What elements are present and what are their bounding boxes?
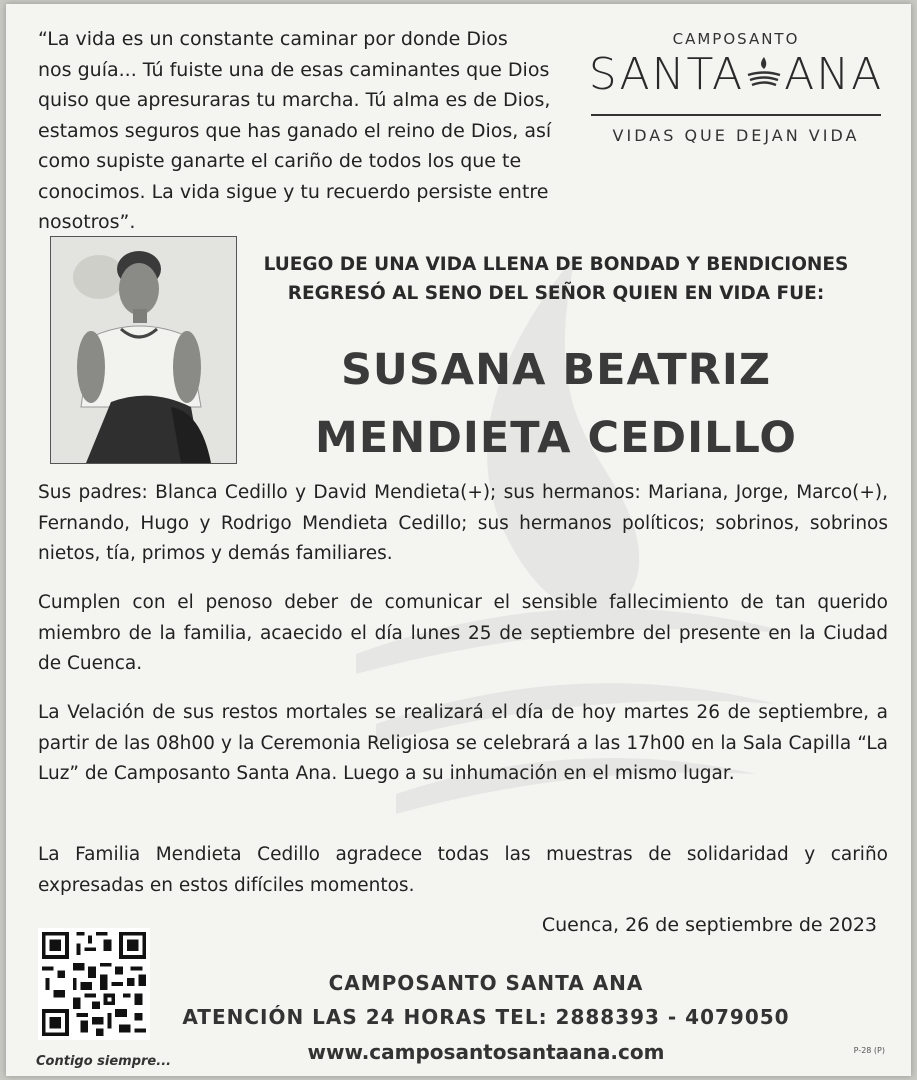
qr-code[interactable] — [38, 928, 150, 1040]
logo-divider — [591, 114, 881, 116]
footer-phone: ATENCIÓN LAS 24 HORAS TEL: 2888393 - 4079050 — [182, 1005, 790, 1029]
family-paragraph: Sus padres: Blanca Cedillo y David Mendieta(+); sus hermanos: Mariana, Jorge, Marco(+), Fernando, Hugo y Rodrigo Mendieta Cedillo; sus hermanos políticos; sobrinos, sobrinos nietos, tía, primos y demás familiares. — [38, 482, 888, 564]
intro-line: LUEGO DE UNA VIDA LLENA DE BONDAD Y BENDICIONES — [263, 254, 849, 275]
quote-line: conocimos. La vida sigue y tu recuerdo persiste entre — [38, 180, 549, 203]
logo-wordmark-left: SANTA — [588, 49, 745, 100]
flame-icon — [744, 55, 784, 91]
quote-line: estamos seguros que has ganado el reino de Dios, así — [38, 119, 552, 142]
logo-tagline: VIDAS QUE DEJAN VIDA — [612, 126, 860, 145]
portrait-image — [51, 237, 236, 463]
quote-line: quiso que apresuraras tu marcha. Tú alma es de Dios, — [38, 89, 551, 111]
logo-small-text: CAMPOSANTO — [672, 30, 800, 48]
opening-quote — [38, 24, 568, 238]
deceased-name-line: MENDIETA CEDILLO — [315, 413, 797, 463]
intro-line: REGRESÓ AL SENO DEL SEÑOR QUIEN EN VIDA FUE: — [287, 283, 825, 304]
print-code: P-28 (P) — [853, 1046, 885, 1055]
logo-wordmark — [581, 50, 891, 100]
deceased-name — [236, 336, 876, 472]
footer-company: CAMPOSANTO SANTA ANA — [328, 971, 644, 995]
intro-heading — [236, 250, 876, 308]
announcement-paragraph: Cumplen con el penoso deber de comunicar el sensible fallecimiento de tan querido miembro de la familia, acaecido el día lunes 25 de septiembre del presente en la Ciudad de Cuenca. — [38, 592, 888, 674]
footer-website[interactable]: www.camposantosantaana.com — [307, 1040, 665, 1064]
deceased-photo — [50, 236, 237, 464]
qr-caption: Contigo siempre... — [36, 1054, 172, 1069]
obituary-page — [6, 4, 911, 1076]
quote-line: nos guía... Tú fuiste una de esas caminantes que Dios — [38, 58, 550, 81]
camposanto-logo — [581, 24, 891, 145]
date-line: Cuenca, 26 de septiembre de 2023 — [541, 914, 877, 936]
thanks-paragraph: La Familia Mendieta Cedillo agradece todas las muestras de solidaridad y cariño expresadas en estos difíciles momentos. — [38, 844, 888, 896]
quote-line: como supiste ganarte el cariño de todos los que te — [38, 150, 522, 172]
quote-line: nosotros”. — [38, 211, 136, 233]
quote-line: “La vida es un constante caminar por donde Dios — [38, 28, 508, 50]
footer-contact — [166, 966, 806, 1070]
deceased-name-line: SUSANA BEATRIZ — [340, 345, 772, 395]
ceremony-paragraph: La Velación de sus restos mortales se realizará el día de hoy martes 26 de septiembre, a partir de las 08h00 y la Ceremonia Religiosa se celebrará a las 17h00 en la Sala Capilla “La Luz” de Camposanto Santa Ana. Luego a su inhumación en el mismo lugar. — [38, 702, 888, 784]
logo-wordmark-right: ANA — [784, 49, 884, 100]
